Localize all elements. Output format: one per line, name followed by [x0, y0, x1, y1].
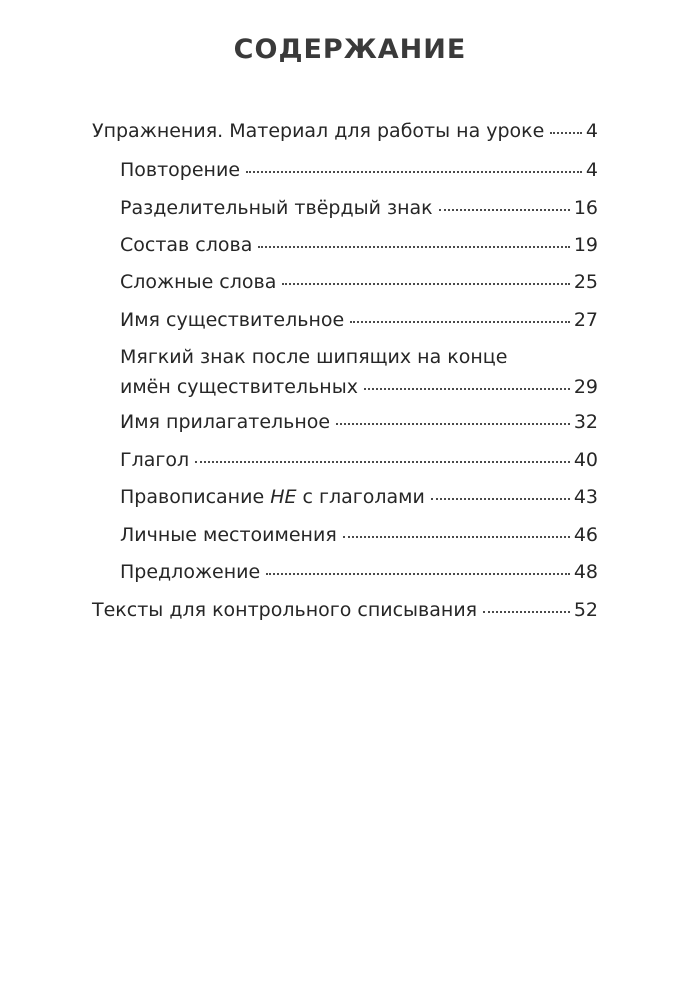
dot-leader [258, 246, 569, 248]
toc-entry-exercises[interactable] [92, 116, 598, 146]
toc-entry-label: Повторение [120, 159, 241, 181]
toc-entry-ne-with-verbs[interactable] [120, 482, 598, 512]
dot-leader [350, 321, 570, 323]
toc-entry-pronouns[interactable] [120, 520, 598, 550]
dot-leader [343, 536, 570, 538]
toc-entry-page: 52 [573, 599, 598, 621]
toc-entry-page: 4 [585, 120, 598, 142]
toc-entry-label: Разделительный твёрдый знак [120, 197, 433, 219]
toc-entry-label: Глагол [120, 449, 190, 471]
toc-entry-label: Имя существительное [120, 309, 345, 331]
toc-entry-page: 29 [573, 376, 598, 398]
toc-entry-label-line2: имён существительных [120, 376, 358, 398]
toc-entry-adjective[interactable] [120, 407, 598, 437]
toc-entry-page: 43 [573, 486, 598, 508]
toc-entry-word-structure[interactable] [120, 230, 598, 260]
toc-entry-verb[interactable] [120, 445, 598, 475]
toc-entry-noun[interactable] [120, 305, 598, 335]
toc-entry-page: 25 [573, 271, 598, 293]
dot-leader [195, 461, 570, 463]
toc-entry-label: Предложение [120, 561, 261, 583]
toc-entry-page: 32 [573, 411, 598, 433]
toc-entry-page: 40 [573, 449, 598, 471]
dot-leader [266, 573, 570, 575]
toc-entry-page: 4 [585, 159, 598, 181]
dot-leader [550, 132, 582, 134]
toc-entry-page: 19 [573, 234, 598, 256]
toc-entry-compound-words[interactable] [120, 267, 598, 297]
toc-entry-label: Упражнения. Материал для работы на уроке [92, 120, 545, 142]
toc-entry-label: Сложные слова [120, 271, 277, 293]
toc-entry-hard-sign[interactable] [120, 193, 598, 223]
toc-entry-copy-texts[interactable] [92, 595, 598, 625]
toc-entry-label: Личные местоимения [120, 524, 337, 546]
dot-leader [336, 423, 570, 425]
toc-entry-label-italic: НЕ [270, 486, 297, 508]
dot-leader [439, 209, 570, 211]
toc-entry-soft-sign[interactable] [120, 342, 598, 402]
dot-leader [282, 283, 569, 285]
toc-entry-page: 48 [573, 561, 598, 583]
dot-leader [431, 498, 570, 500]
page-title: СОДЕРЖАНИЕ [233, 34, 467, 65]
dot-leader [246, 171, 582, 173]
toc-entry-page: 16 [573, 197, 598, 219]
toc-entry-label-prefix: Правописание [120, 486, 271, 508]
toc-entry-label: Имя прилагательное [120, 411, 331, 433]
dot-leader [364, 388, 570, 390]
toc-entry-page: 27 [573, 309, 598, 331]
toc-entry-repetition[interactable] [120, 155, 598, 185]
toc-entry-label-line1: Мягкий знак после шипящих на конце [120, 346, 508, 368]
toc-entry-label: Тексты для контрольного списывания [92, 599, 478, 621]
toc-entry-label [120, 482, 425, 512]
dot-leader [483, 611, 570, 613]
toc-entry-label-suffix: с глаголами [296, 486, 425, 508]
toc-entry-page: 46 [573, 524, 598, 546]
toc-entry-sentence[interactable] [120, 557, 598, 587]
toc-entry-label: Состав слова [120, 234, 253, 256]
